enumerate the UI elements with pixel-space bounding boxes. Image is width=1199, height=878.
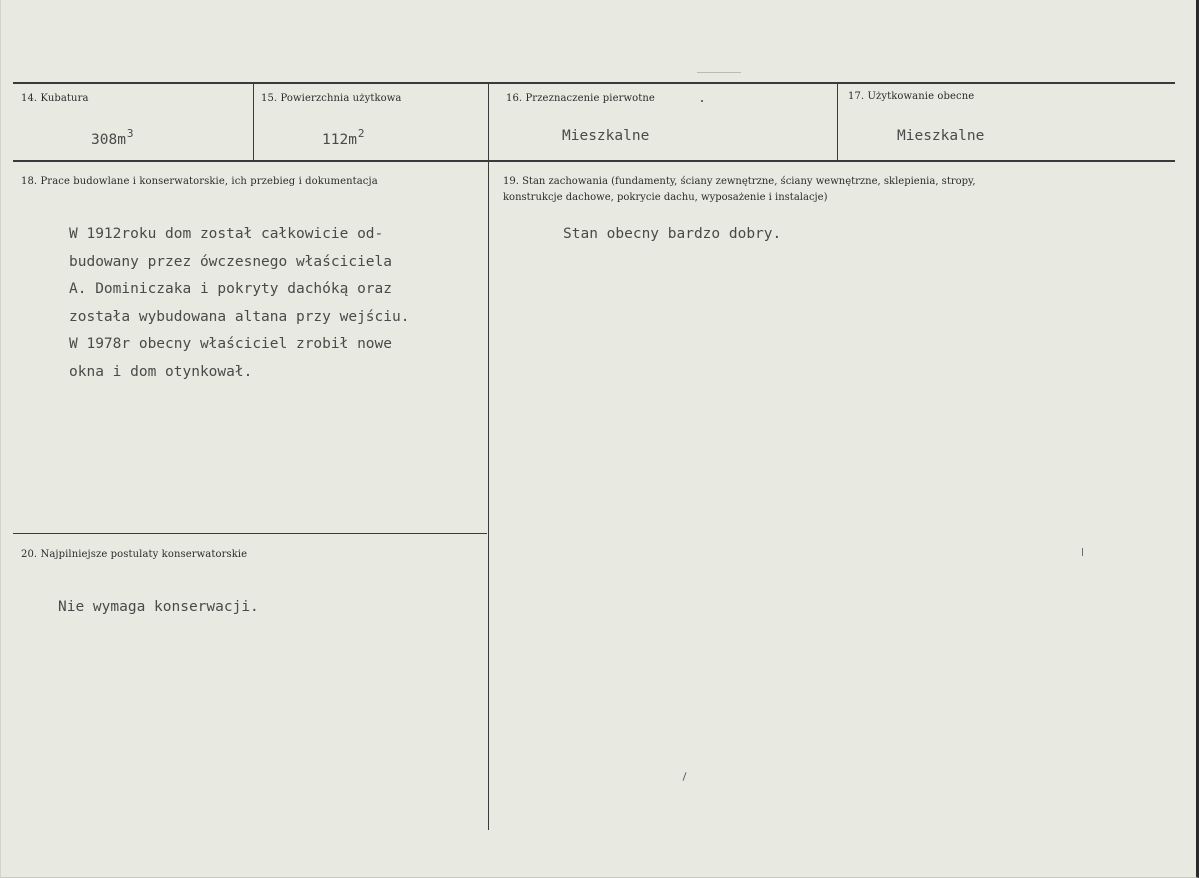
paper-speck (1082, 548, 1083, 556)
field-15-value (322, 127, 365, 148)
field-18-text (69, 221, 409, 386)
field-19-label-line2: konstrukcje dachowe, pokrycie dachu, wyposażenie i instalacje) (503, 192, 828, 203)
field-18-line: W 1912roku dom został całkowicie od- (69, 226, 384, 242)
field-15-exponent: 2 (357, 127, 365, 140)
field18-bottom-rule (13, 533, 487, 534)
field-19-label (503, 174, 976, 206)
field-19-value: Stan obecny bardzo dobry. (563, 226, 782, 242)
row1-bottom-rule (13, 160, 1175, 162)
paper-speck (682, 772, 686, 781)
field-14-number: 308m (91, 132, 126, 148)
field-18-line: została wybudowana altana przy wejściu. (69, 308, 410, 325)
field-18-line: W 1978r obecny właściciel zrobił nowe (69, 336, 393, 352)
field-17-label: 17. Użytkowanie obecne (848, 91, 975, 102)
field-14-exponent: 3 (126, 127, 134, 140)
field-20-label: 20. Najpilniejsze postulaty konserwatorskie (21, 549, 248, 560)
field-18-line: okna i dom otynkował. (69, 363, 253, 380)
field-17-value: Mieszkalne (897, 128, 985, 144)
paper-speck (697, 72, 741, 73)
field-15-label: 15. Powierzchnia użytkowa (261, 93, 402, 104)
field-18-line: A. Dominiczaka i pokryty dachóką oraz (69, 281, 393, 297)
divider-15-16 (488, 84, 489, 830)
field-18-line: budowany przez ówczesnego właściciela (69, 253, 393, 270)
divider-16-17 (837, 84, 838, 161)
field-14-label: 14. Kubatura (21, 93, 89, 104)
field-15-number: 112m (322, 132, 357, 148)
paper-speck (701, 100, 703, 102)
field-20-value: Nie wymaga konserwacji. (58, 599, 259, 615)
field-16-value: Mieszkalne (562, 128, 650, 144)
field-16-label: 16. Przeznaczenie pierwotne (506, 93, 655, 104)
field-19-label-line1: 19. Stan zachowania (fundamenty, ściany zewnętrzne, ściany wewnętrzne, sklepienia, stropy, (503, 176, 976, 187)
field-18-label: 18. Prace budowlane i konserwatorskie, ich przebieg i dokumentacja (21, 176, 378, 187)
divider-14-15 (253, 84, 254, 161)
top-rule (13, 82, 1175, 84)
field-14-value (91, 127, 134, 148)
